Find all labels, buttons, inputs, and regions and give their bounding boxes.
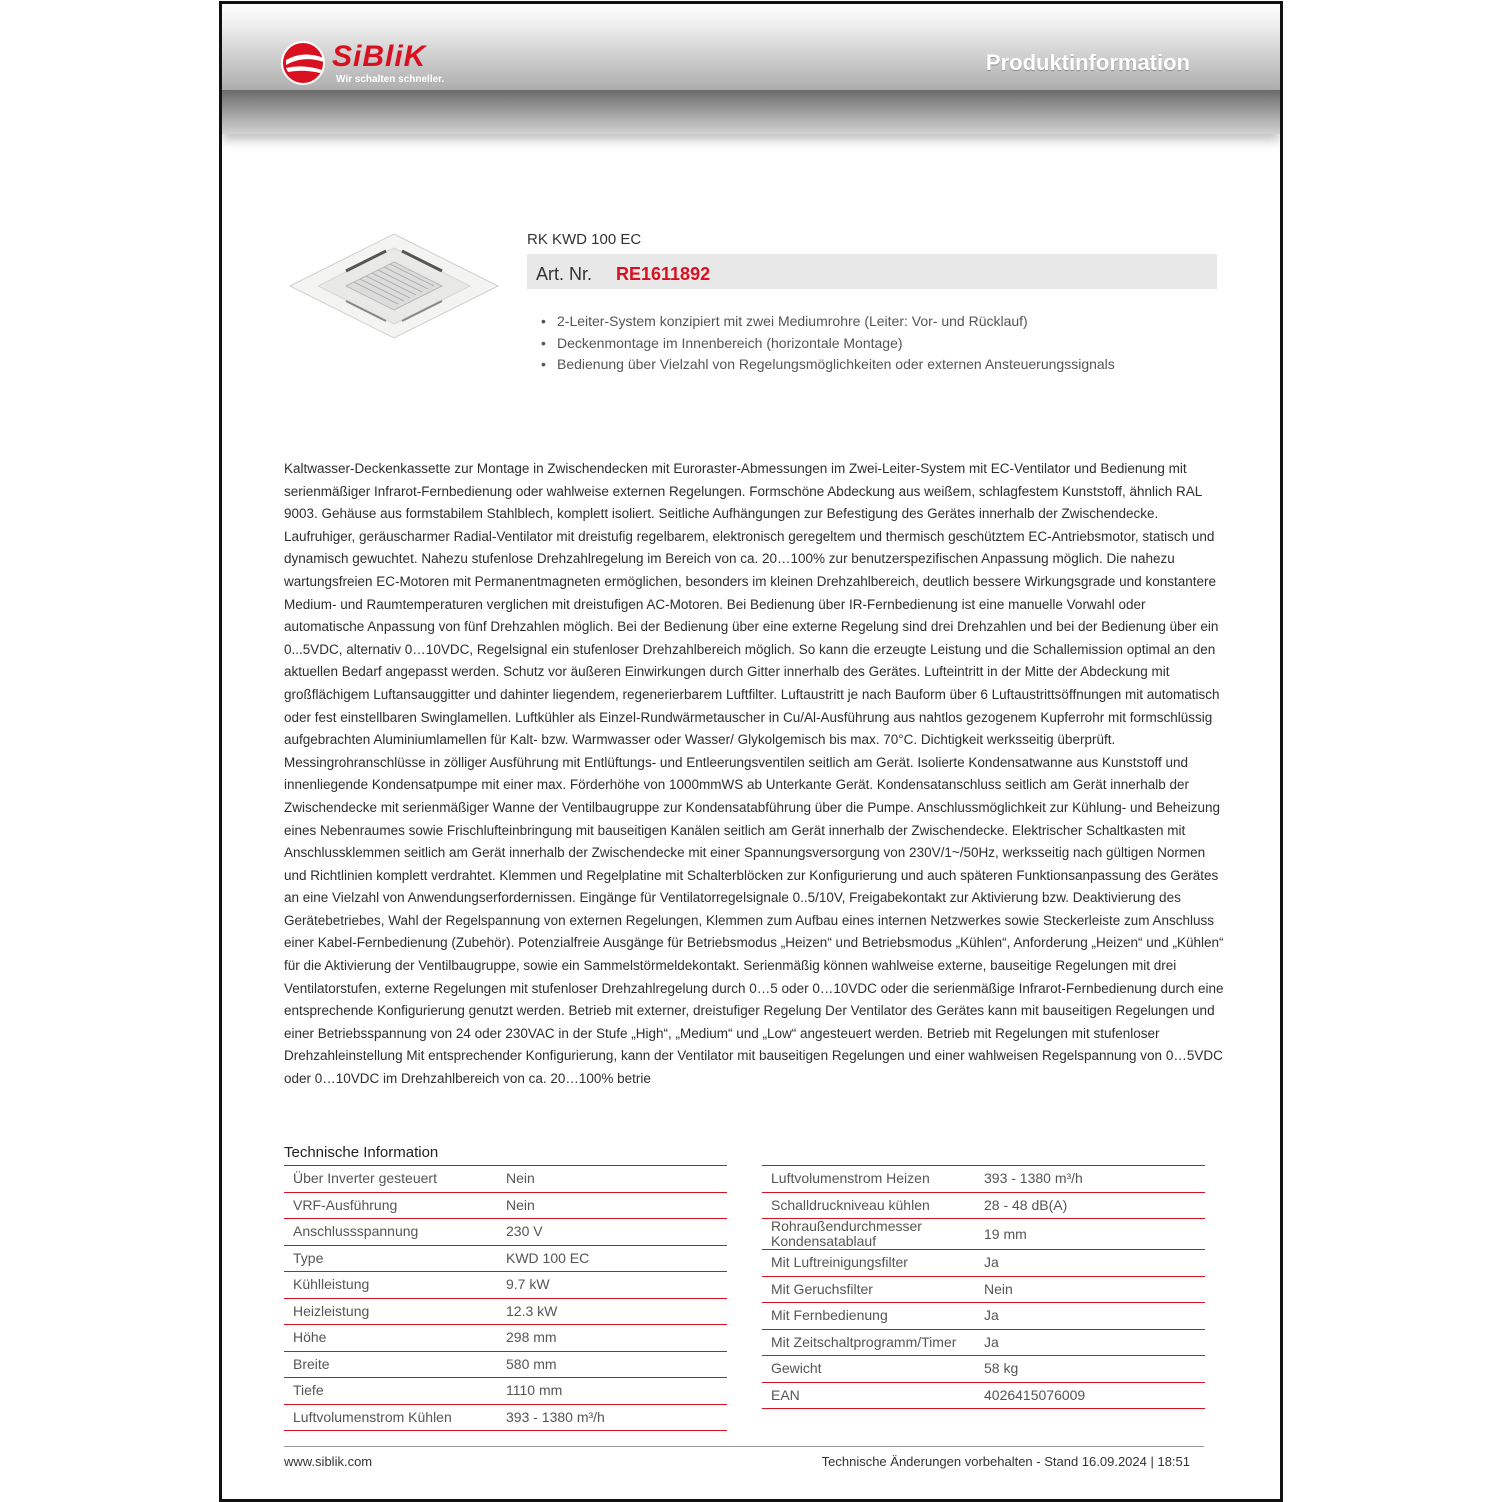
tech-row: [762, 1250, 1205, 1277]
article-number-box: [527, 254, 1217, 289]
tech-key: EAN: [762, 1382, 975, 1409]
feature-list: [557, 311, 1115, 376]
tech-value: 58 kg: [975, 1356, 1205, 1383]
tech-value: 12.3 kW: [497, 1298, 727, 1325]
footer-website[interactable]: www.siblik.com: [284, 1454, 373, 1469]
siblik-logo: [280, 40, 480, 86]
tech-key: Rohraußendurchmesser Kondensatablauf: [762, 1219, 975, 1250]
logo-text: SiBliK: [332, 40, 427, 73]
tech-row: [284, 1378, 727, 1405]
tech-row: [762, 1192, 1205, 1219]
tech-row: [284, 1219, 727, 1246]
tech-key: Anschlussspannung: [284, 1219, 497, 1246]
article-number-value: RE1611892: [616, 264, 711, 284]
tech-key: Luftvolumenstrom Kühlen: [284, 1404, 497, 1431]
header: [222, 4, 1280, 134]
ceiling-cassette-image: [288, 232, 500, 340]
tech-value: 298 mm: [497, 1325, 727, 1352]
feature-item: • Bedienung über Vielzahl von Regelungsmöglichkeiten oder externen Ansteuerungssignals: [557, 354, 1115, 376]
tech-key: Mit Luftreinigungsfilter: [762, 1250, 975, 1277]
tech-value: 1110 mm: [497, 1378, 727, 1405]
tech-row: [762, 1356, 1205, 1383]
tech-value: Nein: [497, 1166, 727, 1193]
tech-table-left: [284, 1165, 727, 1431]
tech-value: 4026415076009: [975, 1382, 1205, 1409]
tech-key: Tiefe: [284, 1378, 497, 1405]
tech-value: 230 V: [497, 1219, 727, 1246]
tech-value: 580 mm: [497, 1351, 727, 1378]
tech-value: 393 - 1380 m³/h: [975, 1166, 1205, 1193]
feature-item: • 2-Leiter-System konzipiert mit zwei Mediumrohre (Leiter: Vor- und Rücklauf): [557, 311, 1115, 333]
tech-table-right: [762, 1165, 1205, 1409]
tech-row: [284, 1404, 727, 1431]
logo-slogan: Wir schalten schneller.: [336, 74, 445, 85]
tech-value: 9.7 kW: [497, 1272, 727, 1299]
article-number-label: Art. Nr.: [536, 264, 593, 284]
tech-row: [284, 1298, 727, 1325]
tech-row: [284, 1166, 727, 1193]
header-band: [222, 90, 1280, 134]
tech-key: Type: [284, 1245, 497, 1272]
tech-key: Mit Geruchsfilter: [762, 1276, 975, 1303]
product-name: RK KWD 100 EC: [527, 231, 642, 248]
tech-row: [762, 1329, 1205, 1356]
tech-row: [284, 1245, 727, 1272]
tech-value: 393 - 1380 m³/h: [497, 1404, 727, 1431]
tech-key: Schalldruckniveau kühlen: [762, 1192, 975, 1219]
tech-row: [762, 1276, 1205, 1303]
tech-row: [762, 1219, 1205, 1250]
tech-key: Kühlleistung: [284, 1272, 497, 1299]
tech-key: Mit Zeitschaltprogramm/Timer: [762, 1329, 975, 1356]
tech-key: Gewicht: [762, 1356, 975, 1383]
feature-item: • Deckenmontage im Innenbereich (horizontale Montage): [557, 333, 1115, 355]
tech-value: KWD 100 EC: [497, 1245, 727, 1272]
tech-row: [762, 1166, 1205, 1193]
tech-row: [284, 1272, 727, 1299]
tech-value: Nein: [497, 1192, 727, 1219]
tech-key: Heizleistung: [284, 1298, 497, 1325]
product-description: Kaltwasser-Deckenkassette zur Montage in Zwischendecken mit Euroraster-Abmessungen im Zwei-Leiter-System mit EC-Ventilator und Bedienung mit serienmäßiger Infrarot-Fernbedienung oder wahlweise externen Regelungen. Formschöne Abdeckung aus weißem, schlagfestem Kunststoff, ähnlich RAL 9003. Gehäuse aus formstabilem Stahlblech, komplett isoliert. Seitliche Aufhängungen zur Befestigung des Gerätes innerhalb der Zwischendecke. Laufruhiger, geräuscharmer Radial-Ventilator mit dreistufig regelbarem, elektronisch geregeltem und thermisch geschütztem EC-Antriebsmotor, statisch und dynamisch gewuchtet. Nahezu stufenlose Drehzahlregelung im Bereich von ca. 20…100% zur benutzerspezifischen Anpassung möglich. Die nahezu wartungsfreien EC-Motoren mit Permanentmagneten ermöglichen, besonders im kleinen Drehzahlbereich, deutlich bessere Wirkungsgrade und konstantere Medium- und Raumtemperaturen verglichen mit dreistufigen AC-Motoren. Bei Bedienung über IR-Fernbedienung ist eine manuelle Vorwahl oder automatische Anpassung von fünf Drehzahlen möglich. Bei der Bedienung über eine externe Regelung sind drei Drehzahlen und bei der Bedienung über ein 0...5VDC, alternativ 0…10VDC, Regelsignal ein stufenloser Drehzahlbereich möglich. So kann die erzeugte Leistung und die Schallemission optimal an den aktuellen Bedarf angepasst werden. Schutz vor äußeren Einwirkungen durch Gitter innerhalb des Gerätes. Lufteintritt in der Mitte der Abdeckung mit großflächigem Luftansauggitter und dahinter liegendem, regenerierbarem Luftfilter. Luftaustritt je nach Bauform über 6 Luftaustrittsöffnungen mit automatisch oder fest einstellbaren Swinglamellen. Luftkühler als Einzel-Rundwärmetauscher in Cu/Al-Ausführung aus nahtlos gezogenem Kupferrohr mit formschlüssig aufgebrachten Aluminiumlamellen für Kalt- bzw. Warmwasser oder Wasser/ Glykolgemisch bis max. 70°C. Dichtigkeit werksseitig überprüft. Messingrohranschlüsse in zölliger Ausführung mit Entlüftungs- und Entleerungsventilen seitlich am Gerät. Isolierte Kondensatwanne aus Kunststoff und innenliegende Kondensatpumpe mit einer max. Förderhöhe von 1000mmWS ab Unterkante Gerät. Kondensatanschluss seitlich am Gerät innerhalb der Zwischendecke mit serienmäßiger Wanne der Ventilbaugruppe zur Kondensatabführung über die Pumpe. Anschlussmöglichkeit zur Kühlung- und Beheizung eines Nebenraumes sowie Frischlufteinbringung mit bauseitigen Kanälen seitlich am Gerät innerhalb der Zwischendecke. Elektrischer Schaltkasten mit Anschlussklemmen seitlich am Gerät innerhalb der Zwischendecke mit einer Spannungsversorgung von 230V/1~/50Hz, werksseitig nach gültigen Normen und Richtlinien komplett verdrahtet. Klemmen und Regelplatine mit Schalterblöcken zur Konfigurierung und auch späteren Funktionsanpassung des Gerätes an eine Vielzahl von Anwendungserfordernissen. Eingänge für Ventilatorregelsignale 0..5/10V, Freigabekontakt zur Aktivierung bzw. Deaktivierung des Gerätebetriebes, Wahl der Regelspannung von externen Regelungen, Klemmen zum Aufbau eines internen Netzwerkes sowie Steckerleiste zum Anschluss einer Kabel-Fernbedienung (Zubehör). Potenzialfreie Ausgänge für Betriebsmodus „Heizen“ und Betriebsmodus „Kühlen“, Anforderung „Heizen“ und „Kühlen“ für die Aktivierung der Ventilbaugruppe, sowie ein Sammelstörmeldekontakt. Serienmäßig können wahlweise externe, bauseitige Regelungen mit drei Ventilatorstufen, externe Regelungen mit stufenloser Drehzahlregelung durch 0…5 oder 0…10VDC oder die serienmäßige Infrarot-Fernbedienung durch eine entsprechende Konfigurierung genutzt werden. Betrieb mit externer, dreistufiger Regelung Der Ventilator des Gerätes kann mit bauseitigen Regelungen und einer Betriebsspannung von 24 oder 230VAC in der Stufe „High“, „Medium“ und „Low“ angesteuert werden. Betrieb mit Regelungen mit stufenloser Drehzahleinstellung Mit entsprechender Konfigurierung, kann der Ventilator mit bauseitigen Regelungen und einer wahlweisen Regelspannung von 0…5VDC oder 0…10VDC im Drehzahlbereich von ca. 20…100% betrie: [284, 461, 1224, 1087]
tech-row: [762, 1303, 1205, 1330]
logo-mark-icon: [280, 40, 330, 86]
tech-value: Ja: [975, 1250, 1205, 1277]
tech-row: [284, 1351, 727, 1378]
tech-key: VRF-Ausführung: [284, 1192, 497, 1219]
tech-key: Luftvolumenstrom Heizen: [762, 1166, 975, 1193]
tech-key: Mit Fernbedienung: [762, 1303, 975, 1330]
footer-divider: [284, 1446, 1204, 1447]
tech-info-title: Technische Information: [284, 1144, 439, 1161]
tech-row: [284, 1325, 727, 1352]
tech-key: Breite: [284, 1351, 497, 1378]
tech-value: Ja: [975, 1329, 1205, 1356]
tech-key: Höhe: [284, 1325, 497, 1352]
tech-value: Ja: [975, 1303, 1205, 1330]
tech-value: Nein: [975, 1276, 1205, 1303]
tech-value: 19 mm: [975, 1219, 1205, 1250]
page-title: Produktinformation: [985, 50, 1190, 75]
footer-note: Technische Änderungen vorbehalten - Stand 16.09.2024 | 18:51: [821, 1454, 1190, 1469]
tech-key: Über Inverter gesteuert: [284, 1166, 497, 1193]
tech-row: [284, 1192, 727, 1219]
product-sheet: [219, 1, 1283, 1502]
tech-value: 28 - 48 dB(A): [975, 1192, 1205, 1219]
tech-row: [762, 1382, 1205, 1409]
